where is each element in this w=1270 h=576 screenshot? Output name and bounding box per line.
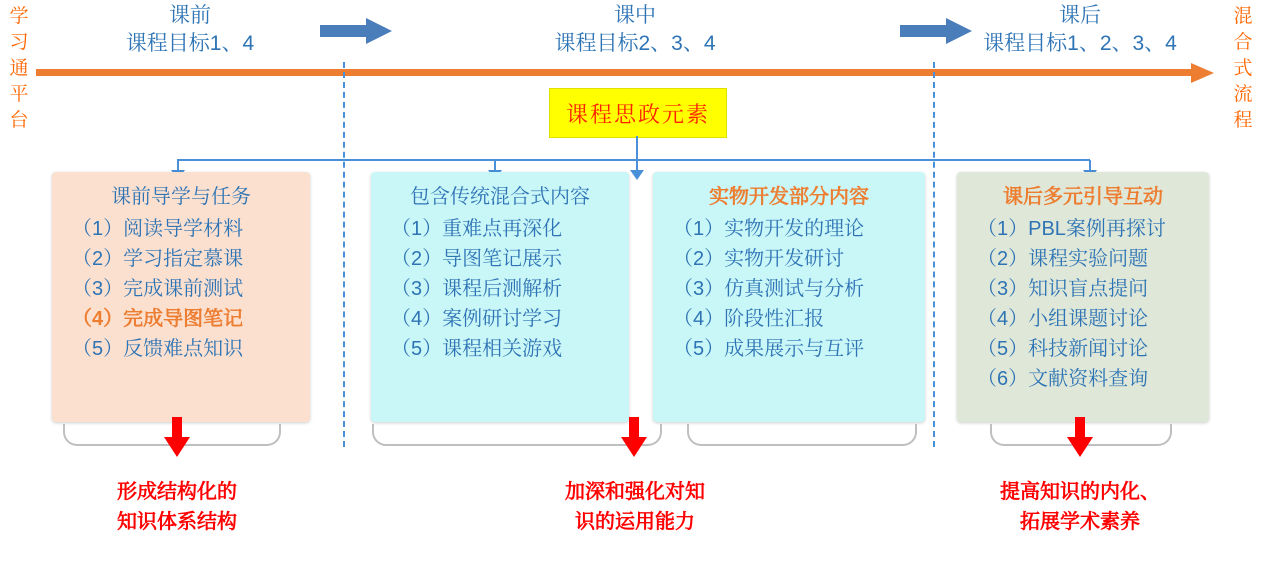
- phase-header-post-class: [940, 2, 1220, 58]
- panel-item: （6）文献资料查询: [977, 368, 1149, 390]
- panel-in-class-traditional: [371, 172, 629, 422]
- transition-arrow-icon: [320, 18, 394, 44]
- panel-item: （1）PBL案例再探讨: [977, 218, 1166, 240]
- panel-item: （5）反馈难点知识: [72, 338, 244, 360]
- panel-item: （3）完成课前测试: [72, 278, 244, 300]
- panel-item: （1）实物开发的理论: [673, 218, 865, 240]
- outcome-post-class: [955, 477, 1205, 537]
- connector-arrow-icon: [630, 170, 644, 180]
- panel-item: （1）重难点再深化: [391, 218, 563, 240]
- phase-subtitle: 课程目标1、4: [125, 32, 255, 55]
- panel-item: （4）小组课题讨论: [977, 308, 1149, 330]
- panel-title: 包含传统混合式内容: [410, 186, 590, 208]
- phase-header-pre-class: [70, 2, 310, 58]
- panel-item: （5）科技新闻讨论: [977, 338, 1149, 360]
- outcome-line: 加深和强化对知: [565, 481, 705, 503]
- outcome-arrow-icon: [164, 417, 190, 457]
- left-axis-label: 学习通平台: [9, 6, 29, 131]
- phase-divider: [933, 62, 935, 447]
- phase-divider: [343, 62, 345, 447]
- panel-pre-class: [52, 172, 310, 422]
- panel-in-class-hardware: [653, 172, 925, 422]
- group-brace: [687, 424, 917, 446]
- outcome-arrow-icon: [621, 417, 647, 457]
- panel-item: （2）实物开发研讨: [673, 248, 845, 270]
- panel-item: （2）学习指定慕课: [72, 248, 244, 270]
- outcome-line: 形成结构化的: [117, 481, 237, 503]
- outcome-pre-class: [62, 477, 292, 537]
- outcome-arrow-icon: [1067, 417, 1093, 457]
- outcome-line: 识的运用能力: [575, 511, 695, 533]
- panel-item: （5）成果展示与互评: [673, 338, 865, 360]
- phase-subtitle: 课程目标2、3、4: [554, 32, 716, 55]
- ideology-element-box: 课程思政元素: [549, 88, 727, 138]
- connector-horizontal: [177, 159, 1090, 161]
- outcome-line: 拓展学术素养: [1020, 511, 1140, 533]
- phase-title: 课前: [169, 4, 211, 27]
- panel-item: （2）导图笔记展示: [391, 248, 563, 270]
- right-axis-label: 混合式流程: [1233, 6, 1253, 131]
- panel-item: （4）阶段性汇报: [673, 308, 825, 330]
- phase-subtitle: 课程目标1、2、3、4: [983, 32, 1177, 55]
- transition-arrow-icon: [900, 18, 974, 44]
- outcome-in-class: [520, 477, 750, 537]
- panel-item-highlighted: （4）完成导图笔记: [72, 308, 244, 330]
- panel-item: （5）课程相关游戏: [391, 338, 563, 360]
- phase-header-in-class: [500, 2, 770, 58]
- timeline-arrow-icon: [36, 63, 1214, 83]
- panel-title: 课后多元引导互动: [1003, 186, 1163, 208]
- outcome-line: 知识体系结构: [117, 511, 237, 533]
- panel-item: （3）知识盲点提问: [977, 278, 1149, 300]
- phase-title: 课后: [1059, 4, 1101, 27]
- panel-item: （3）仿真测试与分析: [673, 278, 865, 300]
- panel-item: （1）阅读导学材料: [72, 218, 244, 240]
- panel-item: （3）课程后测解析: [391, 278, 563, 300]
- panel-title: 课前导学与任务: [111, 186, 251, 208]
- group-brace: [372, 424, 662, 446]
- connector-vertical: [636, 136, 638, 160]
- panel-title: 实物开发部分内容: [709, 186, 869, 208]
- outcome-line: 提高知识的内化、: [1000, 481, 1160, 503]
- panel-post-class: [957, 172, 1209, 422]
- phase-title: 课中: [614, 4, 656, 27]
- panel-item: （4）案例研讨学习: [391, 308, 563, 330]
- panel-item: （2）课程实验问题: [977, 248, 1149, 270]
